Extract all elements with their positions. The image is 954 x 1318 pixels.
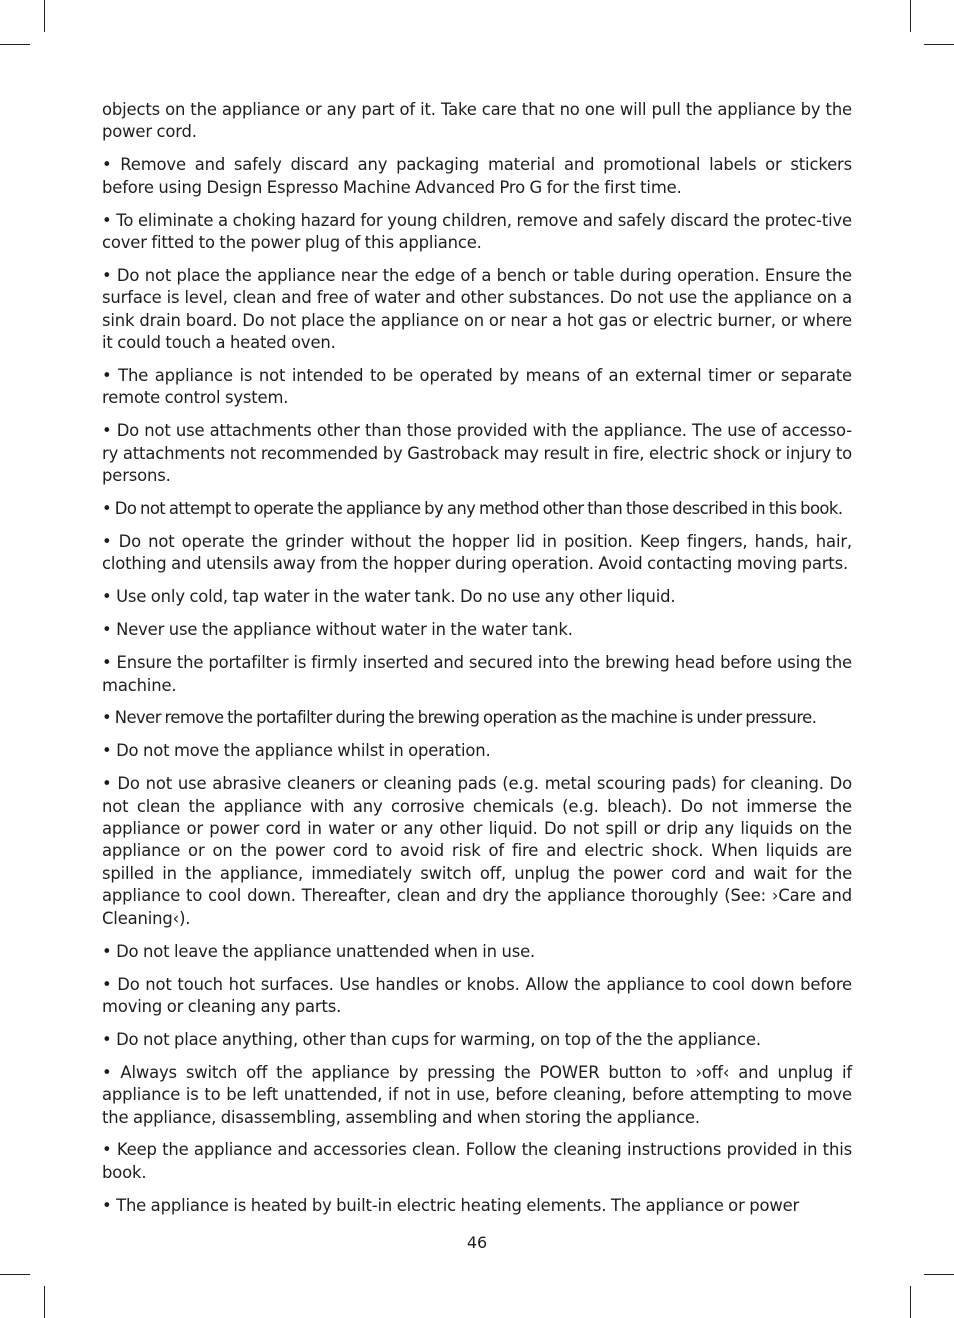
crop-mark-top-right-horizontal <box>924 44 954 45</box>
crop-mark-top-left-vertical <box>44 0 45 32</box>
bullet-operating-method: • Do not attempt to operate the appliance by any method other than those described in this book. <box>102 499 843 519</box>
bullet-water-tank: • Never use the appliance without water in the water tank. <box>102 620 573 640</box>
crop-mark-bottom-right-horizontal <box>924 1274 954 1275</box>
page-number: 46 <box>466 1233 488 1252</box>
bullet-packaging: • Remove and safely discard any packaging material and promotional labels or stickers before using Design Espresso Machine Advanced Pro G for the first time. <box>102 155 852 197</box>
bullet-grinder-hopper: • Do not operate the grinder without the hopper lid in position. Keep fingers, hands, hair, clothing and utensils away from the hopper during operation. Avoid contacting moving parts. <box>102 532 852 574</box>
crop-mark-top-left-horizontal <box>0 44 30 45</box>
bullet-portafilter-inserted: • Ensure the portafilter is firmly inserted and secured into the brewing head before using the machine. <box>102 653 852 695</box>
paragraph-continuation: objects on the appliance or any part of it. Take care that no one will pull the appliance by the power cord. <box>102 100 852 142</box>
bullet-heating-elements: • The appliance is heated by built-in electric heating elements. The appliance or power <box>102 1195 800 1215</box>
bullet-placement: • Do not place the appliance near the edge of a bench or table during operation. Ensure the surface is level, clean and free of water and other substances. Do not use the appliance on a sink drain board. Do not place the appliance on or near a hot gas or electric burner, or where it could touch a heated oven. <box>102 265 852 353</box>
crop-mark-bottom-left-vertical <box>44 1286 45 1318</box>
bullet-portafilter-pressure: • Never remove the portafilter during the brewing operation as the machine is under pressure. <box>102 708 817 728</box>
bullet-cold-water: • Use only cold, tap water in the water tank. Do no use any other liquid. <box>102 587 676 607</box>
bullet-unattended: • Do not leave the appliance unattended when in use. <box>102 941 536 961</box>
bullet-external-timer: • The appliance is not intended to be operated by means of an external timer or separate remote control system. <box>102 366 852 408</box>
bullet-do-not-move: • Do not move the appliance whilst in operation. <box>102 741 491 761</box>
bullet-keep-clean: • Keep the appliance and accessories clean. Follow the cleaning instructions provided in this book. <box>102 1140 852 1182</box>
crop-mark-bottom-right-vertical <box>910 1286 911 1318</box>
bullet-hot-surfaces: • Do not touch hot surfaces. Use handles or knobs. Allow the appliance to cool down before moving or cleaning any parts. <box>102 974 852 1016</box>
crop-mark-bottom-left-horizontal <box>0 1274 30 1275</box>
document-body <box>102 99 852 1228</box>
bullet-cleaning: • Do not use abrasive cleaners or cleaning pads (e.g. metal scouring pads) for cleaning. Do not clean the appliance with any corrosive chemicals (e.g. bleach). Do not immerse the appliance or power cord in water or any other liquid. Do not spill or drip any liquids on the appliance or on the power cord to avoid risk of fire and electric shock. When liquids are spilled in the appliance, immediately switch off, unplug the power cord and wait for the appliance to cool down. Thereafter, clean and dry the appliance thoroughly (See: ›Care and Cleaning‹). <box>102 774 852 928</box>
crop-mark-top-right-vertical <box>910 0 911 32</box>
bullet-choking-hazard: • To eliminate a choking hazard for young children, remove and safely discard the protec-tive cover fitted to the power plug of this appliance. <box>102 210 852 253</box>
bullet-cups-warming: • Do not place anything, other than cups for warming, on top of the the appliance. <box>102 1029 761 1049</box>
bullet-attachments: • Do not use attachments other than those provided with the appliance. The use of accesso-ry attachments not recommended by Gastroback may result in fire, electric shock or injury to persons. <box>102 421 852 486</box>
bullet-switch-off: • Always switch off the appliance by pressing the POWER button to ›off‹ and unplug if appliance is to be left unattended, if not in use, before cleaning, before attempting to move the appliance, disassembling, assembling and when storing the appliance. <box>102 1062 852 1127</box>
